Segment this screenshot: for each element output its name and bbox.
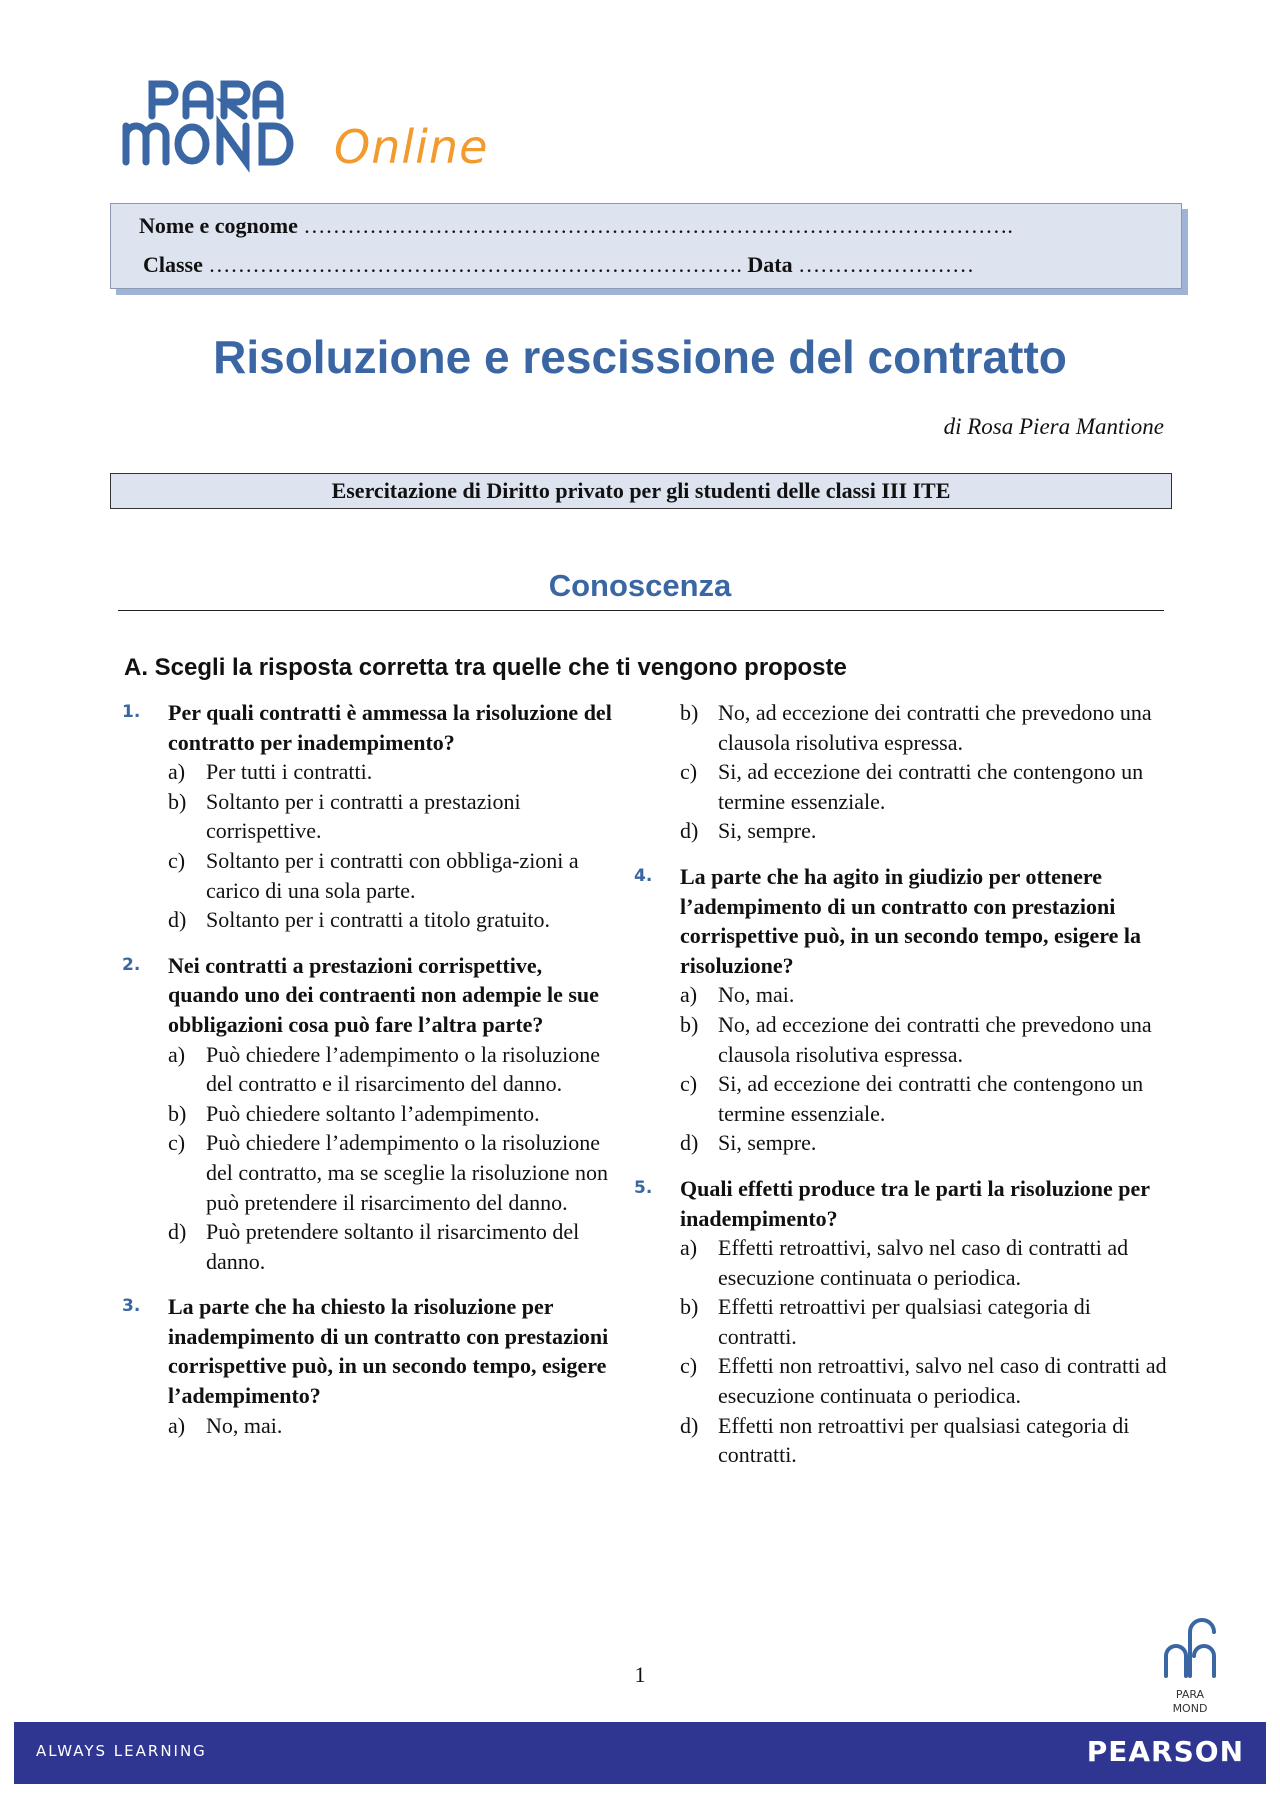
option-item[interactable]: a) No, mai.	[168, 1412, 283, 1438]
small-logo-para: PARA	[1175, 1688, 1205, 1701]
option-item[interactable]: c) Effetti non retroattivi, salvo nel caso di contratti ad esecuzione continuata o periodica.	[680, 1353, 1167, 1409]
option-item[interactable]: a) Effetti retroattivi, salvo nel caso di contratti ad esecuzione continuata o periodica.	[680, 1235, 1129, 1290]
option-item[interactable]: d) Effetti non retroattivi per qualsiasi categoria di contratti.	[680, 1412, 1130, 1468]
exercise-subtitle: Esercitazione di Diritto privato per gli studenti delle classi III ITE	[110, 473, 1172, 509]
student-info-box	[110, 203, 1182, 289]
option-item[interactable]: c) Si, ad eccezione dei contratti che contengono un termine essenziale.	[680, 1071, 1144, 1126]
footer-brand: PEARSON	[1086, 1735, 1244, 1768]
option-item[interactable]: d) Soltanto per i contratti a titolo gratuito.	[168, 907, 550, 933]
right-column	[634, 698, 1170, 1470]
question-number: 1.	[122, 702, 141, 722]
question-number: 3.	[122, 1296, 141, 1317]
question-number: 5.	[634, 1177, 653, 1198]
question-2	[122, 951, 612, 1040]
question-text: La parte che ha chiesto la risoluzione per inadempimento di un contratto con prestazioni corrispettive può, in un secondo tempo, esigere l’adempimento?	[168, 1294, 609, 1409]
option-item[interactable]: b) Effetti retroattivi per qualsiasi categoria di contratti.	[680, 1294, 1091, 1349]
option-item[interactable]: d) Si, sempre.	[680, 818, 817, 844]
question-3	[122, 1292, 612, 1410]
instruction-heading: A. Scegli la risposta corretta tra quelle che ti vengono proposte	[124, 654, 847, 681]
section-heading: Conoscenza	[548, 568, 732, 603]
date-field[interactable]: ……………………	[798, 252, 975, 277]
small-logo-mond: MOND	[1172, 1702, 1208, 1715]
author: di Rosa Piera Mantione	[943, 414, 1164, 439]
name-label: Nome e cognome	[139, 213, 298, 238]
left-column	[122, 698, 612, 1440]
footer-tagline: ALWAYS LEARNING	[36, 1742, 207, 1760]
class-line	[143, 252, 974, 278]
class-field[interactable]: ……………………………………………………………….	[208, 252, 742, 277]
section-divider	[118, 610, 1164, 611]
option-item[interactable]: d) Può pretendere soltanto il risarcimento del danno.	[168, 1219, 580, 1274]
question-text: La parte che ha agito in giudizio per ottenere l’adempimento di un contratto con prestazioni corrispettive può, in un secondo tempo, esigere la risoluzione?	[680, 863, 1141, 978]
question-number: 4.	[634, 865, 653, 886]
page-title: Risoluzione e rescissione del contratto	[213, 331, 1067, 383]
question-text: Nei contratti a prestazioni corrispettive, quando uno dei contraenti non adempie le sue obbligazioni cosa può fare l’altra parte?	[168, 952, 599, 1037]
logo-online-text: Online	[334, 120, 489, 174]
page-number: 1	[634, 1662, 646, 1687]
option-item[interactable]: a) Può chiedere l’adempimento o la risoluzione del contratto e il risarcimento del danno.	[168, 1041, 601, 1097]
option-item[interactable]: b) Soltanto per i contratti a prestazioni corrispettive.	[168, 788, 521, 844]
paramond-small-logo	[1160, 1616, 1222, 1718]
option-item[interactable]: c) Si, ad eccezione dei contratti che contengono un termine essenziale.	[680, 759, 1144, 814]
option-item[interactable]: b) Può chiedere soltanto l’adempimento.	[168, 1100, 540, 1126]
paramond-online-logo	[122, 74, 522, 184]
question-text: Per quali contratti è ammessa la risoluzione del contratto per inadempimento?	[168, 700, 612, 755]
option-item[interactable]: c) Può chiedere l’adempimento o la risoluzione del contratto, ma se sceglie la risoluzione non può pretendere il risarcimento del danno.	[168, 1130, 608, 1215]
question-number: 2.	[122, 954, 141, 975]
name-line	[139, 213, 1013, 239]
question-4	[634, 862, 1170, 980]
name-field[interactable]: …………………………………………………………………………………….	[303, 213, 1013, 238]
question-1	[122, 698, 612, 757]
option-item[interactable]: b) No, ad eccezione dei contratti che prevedono una clausola risolutiva espressa.	[680, 1011, 1152, 1067]
question-5	[634, 1174, 1170, 1233]
option-item[interactable]: d) Si, sempre.	[680, 1130, 817, 1156]
class-label: Classe	[143, 252, 203, 277]
pearson-footer	[14, 1722, 1266, 1784]
option-item[interactable]: a) Per tutti i contratti.	[168, 759, 373, 785]
option-item[interactable]: b) No, ad eccezione dei contratti che prevedono una clausola risolutiva espressa.	[680, 700, 1152, 755]
option-item[interactable]: c) Soltanto per i contratti con obbliga-zioni a carico di una sola parte.	[168, 847, 579, 903]
question-text: Quali effetti produce tra le parti la risoluzione per inadempimento?	[680, 1175, 1150, 1231]
date-label: Data	[747, 252, 793, 277]
option-item[interactable]: a) No, mai.	[680, 982, 795, 1008]
paramond-logo-mark	[122, 74, 342, 184]
